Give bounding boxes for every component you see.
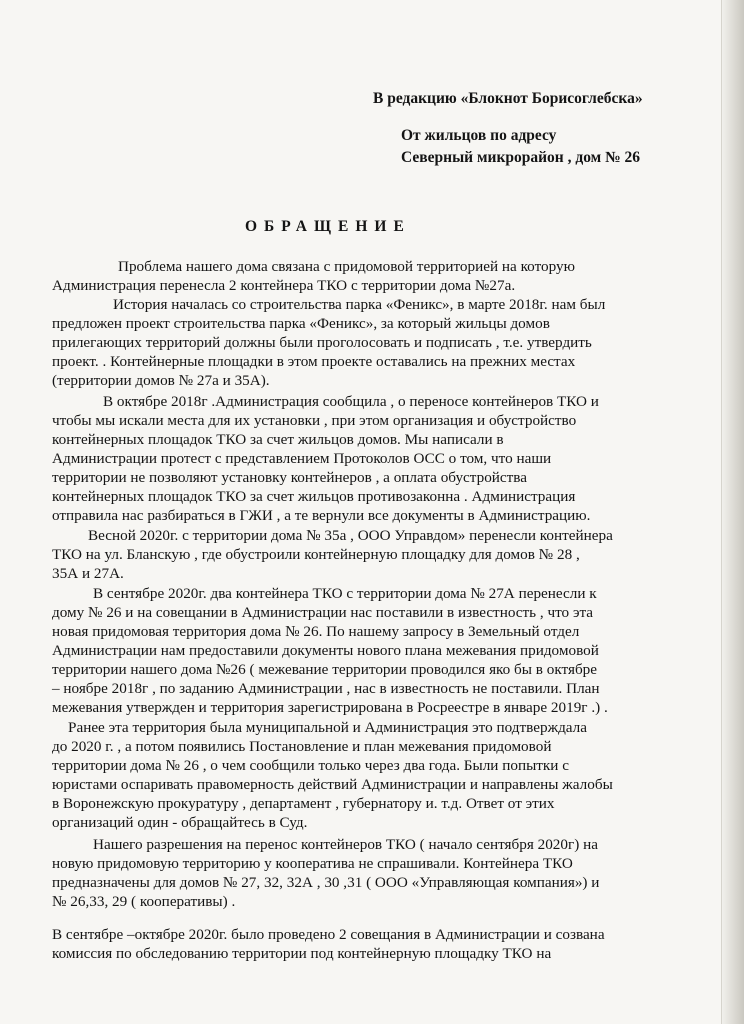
body-line: В сентябре 2020г. два контейнера ТКО с территории дома № 27А перенесли к [93, 585, 597, 602]
scan-page-edge [722, 0, 744, 1024]
body-line: территории дома № 26 , о чем сообщили только через два года. Были попытки с [52, 757, 569, 774]
body-line: (территории домов № 27а и 35А). [52, 372, 270, 389]
addressee: В редакцию «Блокнот Борисоглебска» [373, 90, 643, 107]
body-line: территории нашего дома №26 ( межевание территории проводился яко бы в октябре [52, 661, 598, 678]
body-line: до 2020 г. , а потом появились Постановление и план межевания придомовой [52, 738, 552, 755]
body-line: межевания утвержден и территория зарегистрирована в Росреестре в январе 2019г .) . [52, 699, 608, 716]
body-line: Ранее эта территория была муниципальной и Администрация это подтверждала [68, 719, 587, 736]
body-line: Администрация перенесла 2 контейнера ТКО с территории дома №27а. [52, 277, 516, 294]
body-line: ТКО на ул. Бланскую , где обустроили контейнерную площадку для домов № 28 , [52, 546, 580, 563]
body-line: предназначены для домов № 27, 32, 32А , 30 ,31 ( ООО «Управляющая компания») и [52, 874, 600, 891]
body-line: Администрации протест с представлением Протоколов ОСС о том, что наши [52, 450, 552, 467]
body-line: комиссия по обследованию территории под контейнерную площадку ТКО на [52, 945, 552, 962]
body-line: контейнерных площадок ТКО за счет жильцов домов. Мы написали в [52, 431, 504, 448]
body-line: Проблема нашего дома связана с придомовой территорией на которую [118, 258, 575, 275]
body-line: Нашего разрешения на перенос контейнеров ТКО ( начало сентября 2020г) на [93, 836, 598, 853]
sender-line-2: Северный микрорайон , дом № 26 [401, 149, 641, 166]
body-line: прилегающих территорий должны были проголосовать и подписать , т.е. утвердить [52, 334, 592, 351]
body-line: территории не позволяют установку контейнеров , а оплата обустройства [52, 469, 528, 486]
body-line: новая придомовая территория дома № 26. По нашему запросу в Земельный отдел [52, 623, 580, 640]
sender-line-1: От жильцов по адресу [401, 127, 557, 144]
body-line: № 26,33, 29 ( кооперативы) . [52, 893, 236, 910]
body-line: предложен проект строительства парка «Феникс», за который жильцы домов [52, 315, 550, 332]
body-line: – ноябре 2018г , по заданию Администрации , нас в известность не поставили. План [52, 680, 600, 697]
body-line: 35А и 27А. [52, 565, 124, 582]
body-line: чтобы мы искали места для их установки , при этом организация и обустройство [52, 412, 577, 429]
body-line: В сентябре –октябре 2020г. было проведено 2 совещания в Администрации и созвана [52, 926, 605, 943]
document-title: ОБРАЩЕНИЕ [245, 218, 411, 235]
body-line: дому № 26 и на совещании в Администрации нас поставили в известность , что эта [52, 604, 594, 621]
body-line: отправила нас разбираться в ГЖИ , а те вернули все документы в Администрацию. [52, 507, 591, 524]
body-line: Администрации нам предоставили документы нового плана межевания придомовой [52, 642, 599, 659]
body-line: организаций один - обращайтесь в Суд. [52, 814, 308, 831]
body-line: Весной 2020г. с территории дома № 35а , ООО Управдом» перенесли контейнера [88, 527, 613, 544]
body-line: В октябре 2018г .Администрация сообщила , о переносе контейнеров ТКО и [103, 393, 599, 410]
body-line: новую придомовую территорию у кооператива не спрашивали. Контейнера ТКО [52, 855, 573, 872]
body-line: История началась со строительства парка «Феникс», в марте 2018г. нам был [113, 296, 606, 313]
body-line: юристами оспаривать правомерность действий Администрации и направлены жалобы [52, 776, 613, 793]
body-line: контейнерных площадок ТКО за счет жильцов противозаконна . Администрация [52, 488, 576, 505]
body-line: в Воронежскую прокуратуру , департамент , губернатору и. т.д. Ответ от этих [52, 795, 555, 812]
body-line: проект. . Контейнерные площадки в этом проекте оставались на прежних местах [52, 353, 576, 370]
